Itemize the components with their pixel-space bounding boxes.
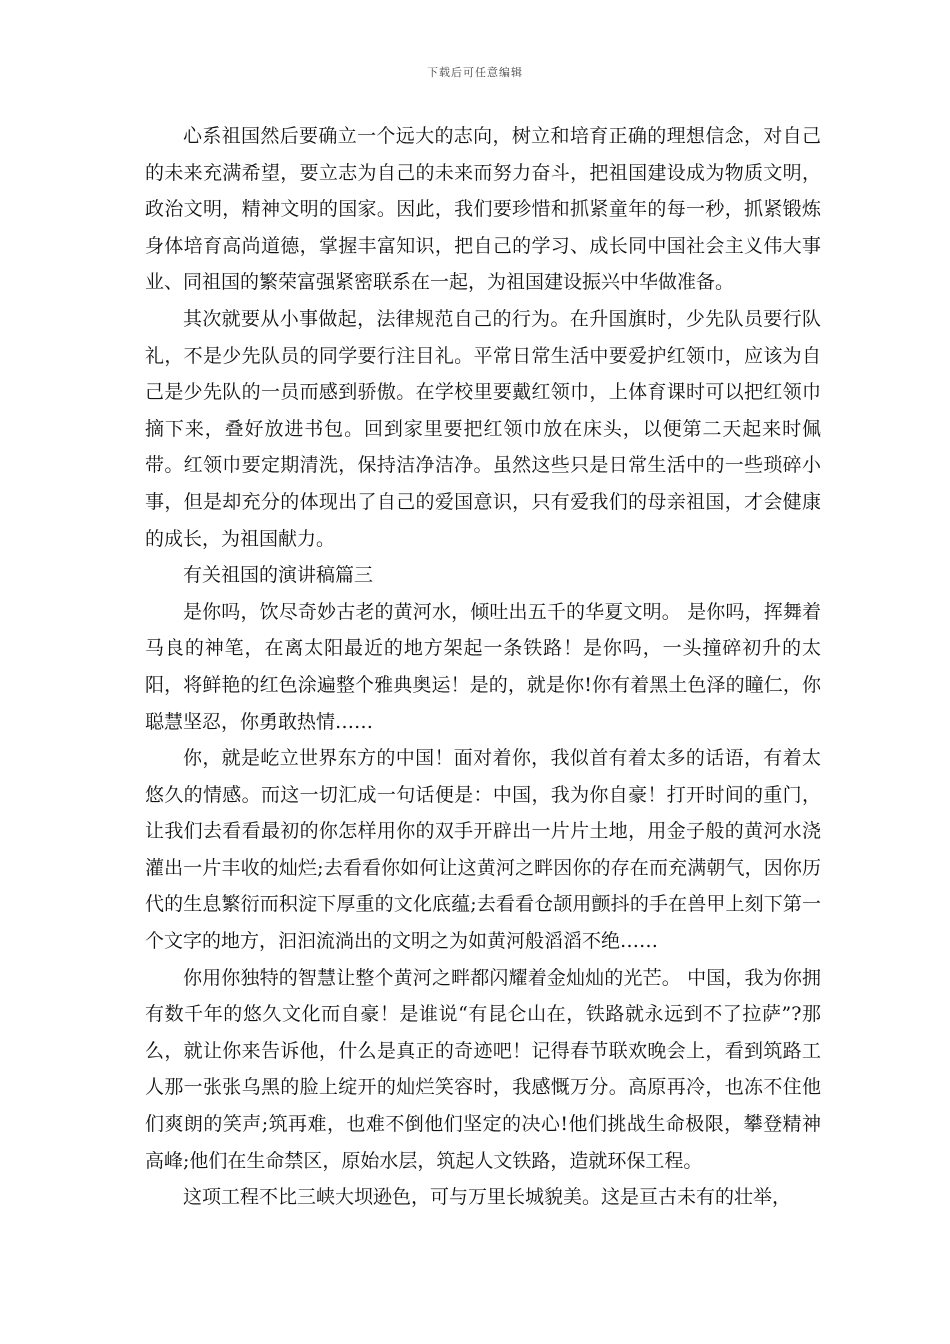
- paragraph: 是你吗，饮尽奇妙古老的黄河水，倾吐出五千的华夏文明。 是你吗，挥舞着马良的神笔，在离太阳最近的地方架起一条铁路！是你吗，一头撞碎初升的太阳，将鲜艳的红色涂遍整个雅典奥运！是的，就是你!你有着黑土色泽的瞳仁，你聪慧坚忍，你勇敢热情……: [145, 600, 821, 733]
- paragraph: 你，就是屹立世界东方的中国！面对着你，我似首有着太多的话语，有着太悠久的情感。而这一切汇成一句话便是：中国，我为你自豪！打开时间的重门，让我们去看看最初的你怎样用你的双手开辟出一片片土地，用金子般的黄河水浇灌出一片丰收的灿烂;去看看你如何让这黄河之畔因你的存在而充满朝气，因你历代的生息繁衍而积淀下厚重的文化底蕴;去看看仓颉用颤抖的手在兽甲上刻下第一个文字的地方，汩汩流淌出的文明之为如黄河般滔滔不绝……: [145, 747, 821, 953]
- paragraph: 你用你独特的智慧让整个黄河之畔都闪耀着金灿灿的光芒。 中国，我为你拥有数千年的悠久文化而自豪！是谁说“有昆仑山在，铁路就永远到不了拉萨”?那么，就让你来告诉他，什么是真正的奇迹吧！记得春节联欢晚会上，看到筑路工人那一张张乌黑的脸上绽开的灿烂笑容时，我感慨万分。高原再冷，也冻不住他们爽朗的笑声;筑再难，也难不倒他们坚定的决心!他们挑战生命极限，攀登精神高峰;他们在生命禁区，原始水层，筑起人文铁路，造就环保工程。: [145, 966, 821, 1172]
- document-body: [145, 118, 821, 1216]
- section-heading: 有关祖国的演讲稿篇三: [183, 564, 374, 587]
- page-header: 下载后可任意编辑: [427, 66, 523, 79]
- paragraph: 心系祖国然后要确立一个远大的志向，树立和培育正确的理想信念，对自己的未来充满希望，要立志为自己的未来而努力奋斗，把祖国建设成为物质文明，政治文明，精神文明的国家。因此，我们要珍惜和抓紧童年的每一秒，抓紧锻炼身体培育高尚道德，掌握丰富知识，把自己的学习、成长同中国社会主义伟大事业、同祖国的繁荣富强紧密联系在一起，为祖国建设振兴中华做准备。: [145, 125, 821, 294]
- paragraph: 这项工程不比三峡大坝逊色，可与万里长城貌美。这是亘古未有的壮举，: [183, 1186, 792, 1209]
- paragraph: 其次就要从小事做起，法律规范自己的行为。在升国旗时，少先队员要行队礼，不是少先队员的同学要行注目礼。平常日常生活中要爱护红领巾，应该为自己是少先队的一员而感到骄傲。在学校里要戴红领巾，上体育课时可以把红领巾摘下来，叠好放进书包。回到家里要把红领巾放在床头，以便第二天起来时佩带。红领巾要定期清洗，保持洁净洁净。虽然这些只是日常生活中的一些琐碎小事，但是却充分的体现出了自己的爱国意识，只有爱我们的母亲祖国，才会健康的成长，为祖国献力。: [145, 307, 821, 550]
